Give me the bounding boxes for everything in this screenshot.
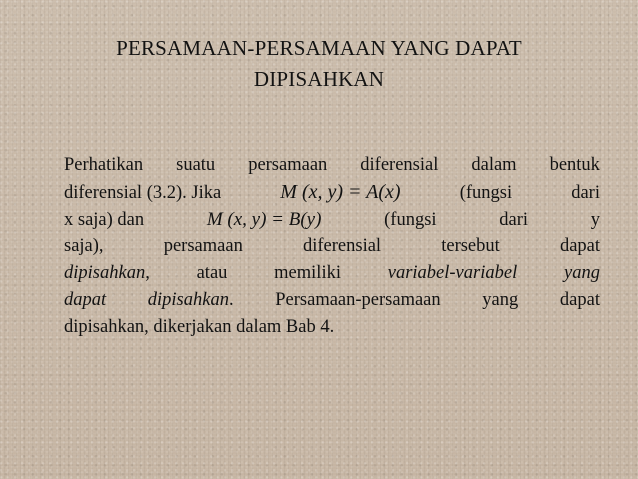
word: Perhatikan	[64, 155, 144, 175]
word: dapat	[559, 290, 600, 310]
word: (fungsi	[459, 183, 513, 203]
word: memiliki	[274, 263, 341, 283]
body-line-7	[64, 314, 600, 341]
text-segment: x saja) dan	[64, 210, 145, 230]
body-line-1	[64, 152, 600, 179]
word: (fungsi	[384, 210, 437, 230]
word: dari	[571, 183, 600, 203]
word: suatu	[176, 155, 216, 175]
body-line-5	[64, 260, 600, 287]
equation-m-equals-a: M (x, y) = A(x)	[280, 181, 401, 203]
slide-title	[78, 33, 560, 95]
text-segment	[148, 287, 234, 314]
word: bentuk	[549, 155, 600, 175]
body-line-6	[64, 287, 600, 314]
title-line-1: PERSAMAAN-PERSAMAAN YANG DAPAT	[116, 36, 522, 60]
body-text	[64, 152, 600, 341]
body-line-2	[64, 179, 600, 206]
italic-term: dipisahkan	[147, 290, 229, 310]
word: tersebut	[441, 236, 500, 256]
italic-term: dipisahkan	[64, 263, 146, 283]
word: yang	[482, 290, 519, 310]
text-segment: diferensial (3.2). Jika	[64, 183, 222, 203]
word: atau	[196, 263, 228, 283]
equation-m-equals-b: M (x, y) = B(y)	[206, 209, 322, 230]
word: persamaan	[163, 236, 243, 256]
word: diferensial	[302, 236, 382, 256]
word: saja),	[64, 236, 104, 256]
word: diferensial	[360, 155, 439, 175]
word: y	[590, 210, 600, 230]
italic-term: variabel-variabel	[387, 263, 518, 283]
word: dalam	[471, 155, 517, 175]
word: persamaan	[248, 155, 328, 175]
title-line-2: DIPISAHKAN	[253, 67, 385, 91]
word: dapat	[559, 236, 600, 256]
punctuation: .	[228, 290, 234, 310]
word: Persamaan-persamaan	[275, 290, 441, 310]
italic-word: yang	[563, 263, 600, 283]
italic-word: dapat	[64, 290, 107, 310]
word: dari	[499, 210, 529, 230]
body-line-4	[64, 233, 600, 260]
text-segment: dipisahkan, dikerjakan dalam Bab 4.	[64, 317, 335, 337]
punctuation: ,	[145, 263, 150, 283]
text-segment	[64, 260, 150, 287]
body-line-3	[64, 206, 600, 233]
